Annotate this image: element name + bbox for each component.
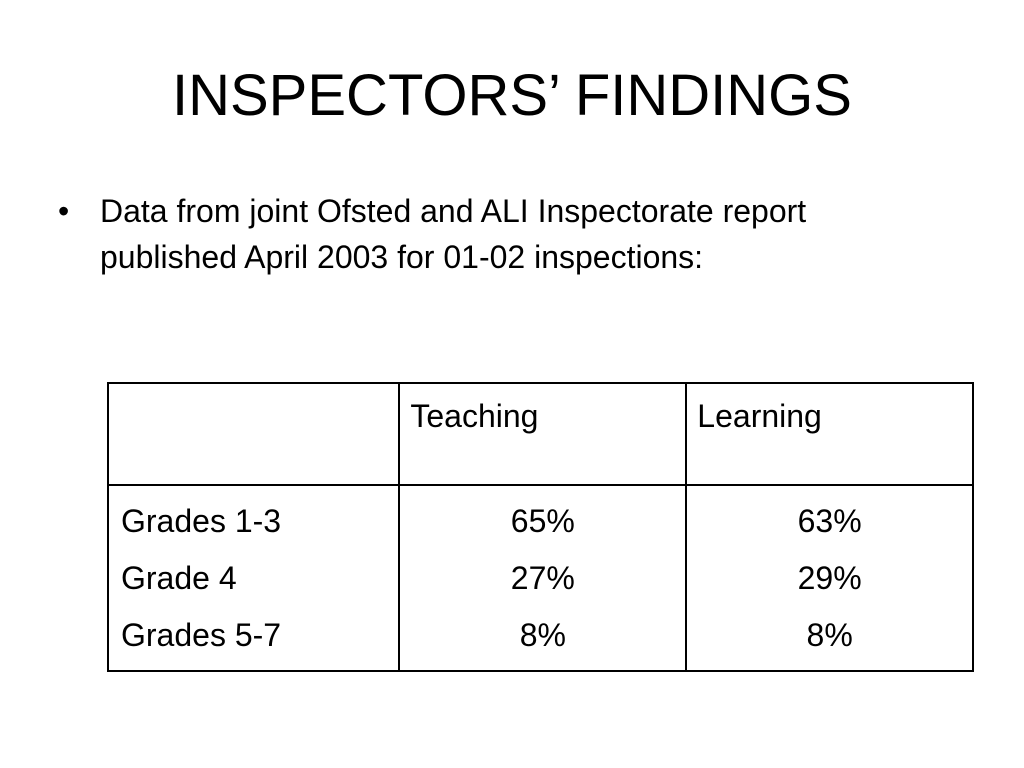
teaching-header: Teaching: [399, 383, 686, 485]
empty-header-cell: [108, 383, 399, 485]
grade-labels-cell: [108, 485, 399, 671]
bullet-text: Data from joint Ofsted and ALI Inspectorate report published April 2003 for 01-02 inspections:: [100, 193, 807, 275]
bullet-item: [58, 188, 898, 280]
learning-value: 8%: [806, 617, 853, 653]
bullet-icon: •: [58, 193, 70, 229]
teaching-values-cell: [399, 485, 686, 671]
learning-value: 29%: [797, 560, 862, 596]
grade-label: Grades 5-7: [121, 617, 282, 653]
teaching-value: 65%: [510, 503, 575, 539]
teaching-value: 8%: [519, 617, 566, 653]
learning-values-cell: [686, 485, 973, 671]
table-header-row: [108, 383, 973, 485]
teaching-value: 27%: [510, 560, 575, 596]
findings-table: [107, 382, 974, 672]
slide-title: INSPECTORS’ FINDINGS: [172, 63, 852, 128]
grade-label: Grade 4: [121, 560, 237, 596]
table-body-row: [108, 485, 973, 671]
grade-label: Grades 1-3: [121, 503, 282, 539]
learning-value: 63%: [797, 503, 862, 539]
learning-header: Learning: [686, 383, 973, 485]
